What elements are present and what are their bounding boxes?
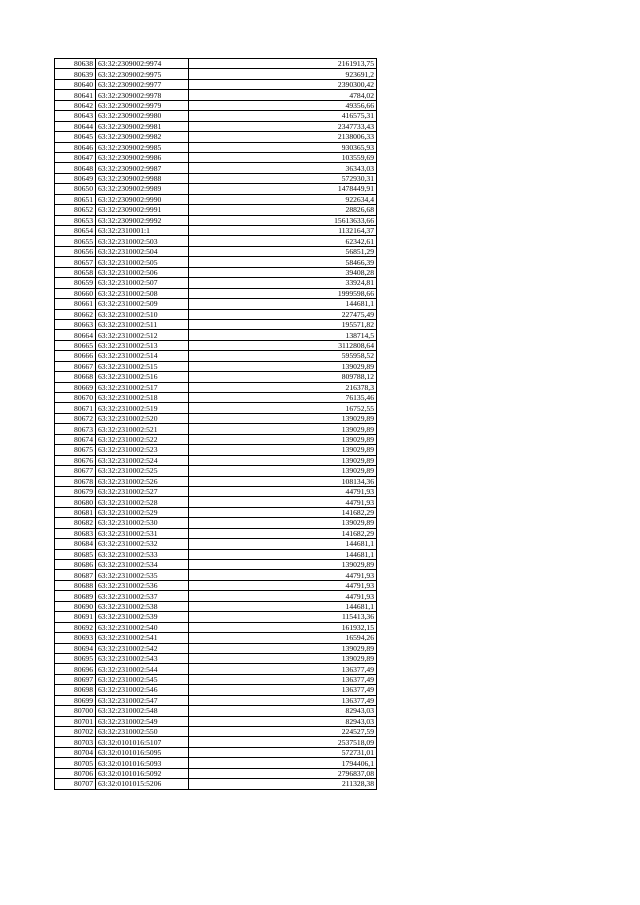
cadastral-number-cell: 63:32:2310002:515 <box>96 361 189 371</box>
cadastral-number-cell: 63:32:2309002:9975 <box>96 69 189 79</box>
value-cell: 76135,46 <box>189 393 377 403</box>
value-cell: 136377,49 <box>189 674 377 684</box>
row-number-cell: 80702 <box>55 727 96 737</box>
table-row <box>55 591 377 601</box>
value-cell: 216378,3 <box>189 382 377 392</box>
value-cell: 16594,26 <box>189 633 377 643</box>
table-row <box>55 737 377 747</box>
table-row <box>55 643 377 653</box>
value-cell: 922634,4 <box>189 194 377 204</box>
table-row <box>55 215 377 225</box>
table-row <box>55 664 377 674</box>
row-number-cell: 80673 <box>55 424 96 434</box>
table-row <box>55 351 377 361</box>
table-row <box>55 685 377 695</box>
value-cell: 809788,12 <box>189 372 377 382</box>
value-cell: 136377,49 <box>189 664 377 674</box>
row-number-cell: 80646 <box>55 142 96 152</box>
value-cell: 1132164,37 <box>189 226 377 236</box>
cadastral-number-cell: 63:32:2310002:519 <box>96 403 189 413</box>
value-cell: 39408,28 <box>189 267 377 277</box>
cadastral-number-cell: 63:32:2309002:9978 <box>96 90 189 100</box>
table-row <box>55 653 377 663</box>
cadastral-number-cell: 63:32:2310002:528 <box>96 497 189 507</box>
value-cell: 139029,89 <box>189 643 377 653</box>
table-row <box>55 612 377 622</box>
row-number-cell: 80679 <box>55 486 96 496</box>
cadastral-number-cell: 63:32:2310002:526 <box>96 476 189 486</box>
table-row <box>55 580 377 590</box>
row-number-cell: 80706 <box>55 768 96 778</box>
value-cell: 115413,36 <box>189 612 377 622</box>
cadastral-number-cell: 63:32:2310002:522 <box>96 434 189 444</box>
cadastral-number-cell: 63:32:2310002:509 <box>96 299 189 309</box>
cadastral-number-cell: 63:32:2310002:543 <box>96 653 189 663</box>
value-cell: 44791,93 <box>189 486 377 496</box>
table-row <box>55 226 377 236</box>
table-row <box>55 163 377 173</box>
value-cell: 416575,31 <box>189 111 377 121</box>
row-number-cell: 80696 <box>55 664 96 674</box>
table-row <box>55 142 377 152</box>
cadastral-value-table <box>54 58 377 790</box>
table-row <box>55 413 377 423</box>
row-number-cell: 80670 <box>55 393 96 403</box>
cadastral-number-cell: 63:32:2310002:505 <box>96 257 189 267</box>
value-cell: 36343,03 <box>189 163 377 173</box>
table-row <box>55 69 377 79</box>
table-row <box>55 278 377 288</box>
row-number-cell: 80669 <box>55 382 96 392</box>
value-cell: 103559,69 <box>189 152 377 162</box>
row-number-cell: 80640 <box>55 79 96 89</box>
row-number-cell: 80680 <box>55 497 96 507</box>
value-cell: 1999598,66 <box>189 288 377 298</box>
row-number-cell: 80674 <box>55 434 96 444</box>
row-number-cell: 80654 <box>55 226 96 236</box>
cadastral-number-cell: 63:32:2310002:518 <box>96 393 189 403</box>
cadastral-number-cell: 63:32:2310002:520 <box>96 413 189 423</box>
cadastral-number-cell: 63:32:2310002:545 <box>96 674 189 684</box>
value-cell: 33924,81 <box>189 278 377 288</box>
row-number-cell: 80675 <box>55 445 96 455</box>
row-number-cell: 80639 <box>55 69 96 79</box>
row-number-cell: 80672 <box>55 413 96 423</box>
row-number-cell: 80677 <box>55 466 96 476</box>
value-cell: 139029,89 <box>189 653 377 663</box>
row-number-cell: 80701 <box>55 716 96 726</box>
row-number-cell: 80689 <box>55 591 96 601</box>
table-row <box>55 372 377 382</box>
table-row <box>55 445 377 455</box>
table-row <box>55 132 377 142</box>
table-row <box>55 121 377 131</box>
table-row <box>55 434 377 444</box>
cadastral-number-cell: 63:32:2310002:513 <box>96 340 189 350</box>
table-row <box>55 205 377 215</box>
table-row <box>55 570 377 580</box>
table-row <box>55 257 377 267</box>
row-number-cell: 80656 <box>55 246 96 256</box>
table-row <box>55 393 377 403</box>
row-number-cell: 80700 <box>55 706 96 716</box>
cadastral-number-cell: 63:32:2310002:524 <box>96 455 189 465</box>
cadastral-number-cell: 63:32:2310002:541 <box>96 633 189 643</box>
row-number-cell: 80697 <box>55 674 96 684</box>
cadastral-number-cell: 63:32:2310002:511 <box>96 319 189 329</box>
cadastral-number-cell: 63:32:2310002:544 <box>96 664 189 674</box>
table-row <box>55 507 377 517</box>
value-cell: 227475,49 <box>189 309 377 319</box>
table-row <box>55 236 377 246</box>
row-number-cell: 80682 <box>55 518 96 528</box>
value-cell: 139029,89 <box>189 413 377 423</box>
table-row <box>55 152 377 162</box>
cadastral-number-cell: 63:32:2310002:507 <box>96 278 189 288</box>
row-number-cell: 80671 <box>55 403 96 413</box>
row-number-cell: 80644 <box>55 121 96 131</box>
row-number-cell: 80668 <box>55 372 96 382</box>
value-cell: 139029,89 <box>189 434 377 444</box>
row-number-cell: 80681 <box>55 507 96 517</box>
value-cell: 2390300,42 <box>189 79 377 89</box>
cadastral-number-cell: 63:32:2309002:9977 <box>96 79 189 89</box>
value-cell: 144681,1 <box>189 539 377 549</box>
cadastral-number-cell: 63:32:2310002:531 <box>96 528 189 538</box>
value-cell: 82943,03 <box>189 716 377 726</box>
value-cell: 62342,61 <box>189 236 377 246</box>
value-cell: 139029,89 <box>189 518 377 528</box>
value-cell: 144681,1 <box>189 549 377 559</box>
table-row <box>55 424 377 434</box>
value-cell: 923691,2 <box>189 69 377 79</box>
table-row <box>55 674 377 684</box>
cadastral-number-cell: 63:32:2310002:534 <box>96 560 189 570</box>
cadastral-number-cell: 63:32:2309002:9979 <box>96 100 189 110</box>
cadastral-number-cell: 63:32:2310002:546 <box>96 685 189 695</box>
table-body <box>55 59 377 790</box>
row-number-cell: 80648 <box>55 163 96 173</box>
cadastral-number-cell: 63:32:2310002:538 <box>96 601 189 611</box>
cadastral-number-cell: 63:32:2310002:548 <box>96 706 189 716</box>
cadastral-number-cell: 63:32:2309002:9989 <box>96 184 189 194</box>
value-cell: 144681,1 <box>189 299 377 309</box>
cadastral-number-cell: 63:32:2310002:542 <box>96 643 189 653</box>
row-number-cell: 80692 <box>55 622 96 632</box>
cadastral-number-cell: 63:32:2309002:9990 <box>96 194 189 204</box>
row-number-cell: 80643 <box>55 111 96 121</box>
row-number-cell: 80694 <box>55 643 96 653</box>
value-cell: 139029,89 <box>189 445 377 455</box>
row-number-cell: 80664 <box>55 330 96 340</box>
cadastral-number-cell: 63:32:2310002:530 <box>96 518 189 528</box>
value-cell: 56851,29 <box>189 246 377 256</box>
table-row <box>55 90 377 100</box>
row-number-cell: 80685 <box>55 549 96 559</box>
value-cell: 195571,82 <box>189 319 377 329</box>
table-row <box>55 633 377 643</box>
row-number-cell: 80641 <box>55 90 96 100</box>
cadastral-number-cell: 63:32:2310002:527 <box>96 486 189 496</box>
cadastral-number-cell: 63:32:2310001:1 <box>96 226 189 236</box>
row-number-cell: 80663 <box>55 319 96 329</box>
value-cell: 2537518,09 <box>189 737 377 747</box>
row-number-cell: 80690 <box>55 601 96 611</box>
row-number-cell: 80684 <box>55 539 96 549</box>
cadastral-number-cell: 63:32:2310002:516 <box>96 372 189 382</box>
table-row <box>55 184 377 194</box>
table-row <box>55 330 377 340</box>
table-row <box>55 267 377 277</box>
table-row <box>55 716 377 726</box>
row-number-cell: 80659 <box>55 278 96 288</box>
cadastral-number-cell: 63:32:0101016:5093 <box>96 758 189 768</box>
value-cell: 136377,49 <box>189 685 377 695</box>
value-cell: 139029,89 <box>189 560 377 570</box>
cadastral-number-cell: 63:32:2309002:9981 <box>96 121 189 131</box>
row-number-cell: 80705 <box>55 758 96 768</box>
cadastral-number-cell: 63:32:2310002:535 <box>96 570 189 580</box>
cadastral-number-cell: 63:32:2310002:504 <box>96 246 189 256</box>
cadastral-number-cell: 63:32:2310002:514 <box>96 351 189 361</box>
value-cell: 108134,36 <box>189 476 377 486</box>
value-cell: 49356,66 <box>189 100 377 110</box>
row-number-cell: 80691 <box>55 612 96 622</box>
value-cell: 4784,02 <box>189 90 377 100</box>
value-cell: 44791,93 <box>189 497 377 507</box>
value-cell: 139029,89 <box>189 424 377 434</box>
row-number-cell: 80638 <box>55 59 96 69</box>
table-row <box>55 173 377 183</box>
value-cell: 139029,89 <box>189 466 377 476</box>
row-number-cell: 80695 <box>55 653 96 663</box>
row-number-cell: 80660 <box>55 288 96 298</box>
cadastral-number-cell: 63:32:2310002:533 <box>96 549 189 559</box>
table-row <box>55 79 377 89</box>
row-number-cell: 80686 <box>55 560 96 570</box>
cadastral-number-cell: 63:32:2310002:503 <box>96 236 189 246</box>
cadastral-number-cell: 63:32:2310002:529 <box>96 507 189 517</box>
cadastral-number-cell: 63:32:2309002:9974 <box>96 59 189 69</box>
value-cell: 141682,29 <box>189 507 377 517</box>
row-number-cell: 80666 <box>55 351 96 361</box>
row-number-cell: 80687 <box>55 570 96 580</box>
table-row <box>55 111 377 121</box>
cadastral-number-cell: 63:32:2309002:9982 <box>96 132 189 142</box>
table-row <box>55 747 377 757</box>
cadastral-number-cell: 63:32:2310002:540 <box>96 622 189 632</box>
table-row <box>55 758 377 768</box>
value-cell: 572930,31 <box>189 173 377 183</box>
cadastral-number-cell: 63:32:2310002:539 <box>96 612 189 622</box>
row-number-cell: 80658 <box>55 267 96 277</box>
row-number-cell: 80657 <box>55 257 96 267</box>
table-row <box>55 288 377 298</box>
value-cell: 44791,93 <box>189 580 377 590</box>
value-cell: 136377,49 <box>189 695 377 705</box>
table-row <box>55 695 377 705</box>
row-number-cell: 80698 <box>55 685 96 695</box>
value-cell: 3112808,64 <box>189 340 377 350</box>
row-number-cell: 80704 <box>55 747 96 757</box>
row-number-cell: 80703 <box>55 737 96 747</box>
table-row <box>55 476 377 486</box>
cadastral-number-cell: 63:32:2310002:525 <box>96 466 189 476</box>
table-row <box>55 727 377 737</box>
table-row <box>55 455 377 465</box>
cadastral-number-cell: 63:32:2310002:547 <box>96 695 189 705</box>
table-row <box>55 319 377 329</box>
value-cell: 595958,52 <box>189 351 377 361</box>
table-row <box>55 622 377 632</box>
cadastral-number-cell: 63:32:0101015:5206 <box>96 779 189 789</box>
cadastral-number-cell: 63:32:2310002:550 <box>96 727 189 737</box>
row-number-cell: 80676 <box>55 455 96 465</box>
cadastral-number-cell: 63:32:2310002:506 <box>96 267 189 277</box>
value-cell: 139029,89 <box>189 361 377 371</box>
cadastral-number-cell: 63:32:2310002:523 <box>96 445 189 455</box>
row-number-cell: 80678 <box>55 476 96 486</box>
row-number-cell: 80661 <box>55 299 96 309</box>
value-cell: 161932,15 <box>189 622 377 632</box>
table-row <box>55 194 377 204</box>
row-number-cell: 80649 <box>55 173 96 183</box>
table-row <box>55 497 377 507</box>
cadastral-number-cell: 63:32:0101016:5095 <box>96 747 189 757</box>
table-row <box>55 549 377 559</box>
table-row <box>55 518 377 528</box>
cadastral-number-cell: 63:32:2309002:9987 <box>96 163 189 173</box>
value-cell: 82943,03 <box>189 706 377 716</box>
row-number-cell: 80683 <box>55 528 96 538</box>
table-row <box>55 528 377 538</box>
row-number-cell: 80688 <box>55 580 96 590</box>
table-row <box>55 779 377 789</box>
row-number-cell: 80651 <box>55 194 96 204</box>
cadastral-number-cell: 63:32:2310002:512 <box>96 330 189 340</box>
row-number-cell: 80707 <box>55 779 96 789</box>
value-cell: 16752,55 <box>189 403 377 413</box>
cadastral-number-cell: 63:32:2309002:9980 <box>96 111 189 121</box>
cadastral-number-cell: 63:32:0101016:5107 <box>96 737 189 747</box>
value-cell: 141682,29 <box>189 528 377 538</box>
row-number-cell: 80662 <box>55 309 96 319</box>
table-row <box>55 246 377 256</box>
row-number-cell: 80652 <box>55 205 96 215</box>
table-row <box>55 486 377 496</box>
value-cell: 1794406,1 <box>189 758 377 768</box>
row-number-cell: 80647 <box>55 152 96 162</box>
row-number-cell: 80693 <box>55 633 96 643</box>
table-row <box>55 361 377 371</box>
value-cell: 2796837,08 <box>189 768 377 778</box>
row-number-cell: 80665 <box>55 340 96 350</box>
value-cell: 15613633,66 <box>189 215 377 225</box>
row-number-cell: 80650 <box>55 184 96 194</box>
value-cell: 138714,5 <box>189 330 377 340</box>
table-row <box>55 309 377 319</box>
value-cell: 1478449,91 <box>189 184 377 194</box>
table-row <box>55 340 377 350</box>
value-cell: 44791,93 <box>189 570 377 580</box>
value-cell: 2138006,33 <box>189 132 377 142</box>
table-row <box>55 382 377 392</box>
value-cell: 224527,59 <box>189 727 377 737</box>
table-row <box>55 466 377 476</box>
cadastral-number-cell: 63:32:2310002:517 <box>96 382 189 392</box>
value-cell: 2347733,43 <box>189 121 377 131</box>
cadastral-number-cell: 63:32:2310002:537 <box>96 591 189 601</box>
table-row <box>55 601 377 611</box>
table-row <box>55 539 377 549</box>
cadastral-number-cell: 63:32:0101016:5092 <box>96 768 189 778</box>
row-number-cell: 80667 <box>55 361 96 371</box>
row-number-cell: 80642 <box>55 100 96 110</box>
row-number-cell: 80653 <box>55 215 96 225</box>
value-cell: 44791,93 <box>189 591 377 601</box>
cadastral-number-cell: 63:32:2309002:9988 <box>96 173 189 183</box>
cadastral-number-cell: 63:32:2310002:532 <box>96 539 189 549</box>
value-cell: 211328,38 <box>189 779 377 789</box>
cadastral-number-cell: 63:32:2309002:9991 <box>96 205 189 215</box>
table-row <box>55 768 377 778</box>
cadastral-number-cell: 63:32:2309002:9985 <box>96 142 189 152</box>
table-row <box>55 560 377 570</box>
table-row <box>55 299 377 309</box>
value-cell: 139029,89 <box>189 455 377 465</box>
cadastral-number-cell: 63:32:2310002:549 <box>96 716 189 726</box>
value-cell: 58466,39 <box>189 257 377 267</box>
cadastral-number-cell: 63:32:2310002:536 <box>96 580 189 590</box>
value-cell: 28826,68 <box>189 205 377 215</box>
row-number-cell: 80699 <box>55 695 96 705</box>
table-row <box>55 706 377 716</box>
value-cell: 2161913,75 <box>189 59 377 69</box>
cadastral-number-cell: 63:32:2310002:508 <box>96 288 189 298</box>
table-row <box>55 59 377 69</box>
cadastral-number-cell: 63:32:2309002:9992 <box>96 215 189 225</box>
table-row <box>55 403 377 413</box>
table-row <box>55 100 377 110</box>
value-cell: 572731,01 <box>189 747 377 757</box>
value-cell: 930365,93 <box>189 142 377 152</box>
cadastral-number-cell: 63:32:2310002:521 <box>96 424 189 434</box>
value-cell: 144681,1 <box>189 601 377 611</box>
cadastral-number-cell: 63:32:2309002:9986 <box>96 152 189 162</box>
row-number-cell: 80655 <box>55 236 96 246</box>
row-number-cell: 80645 <box>55 132 96 142</box>
cadastral-number-cell: 63:32:2310002:510 <box>96 309 189 319</box>
